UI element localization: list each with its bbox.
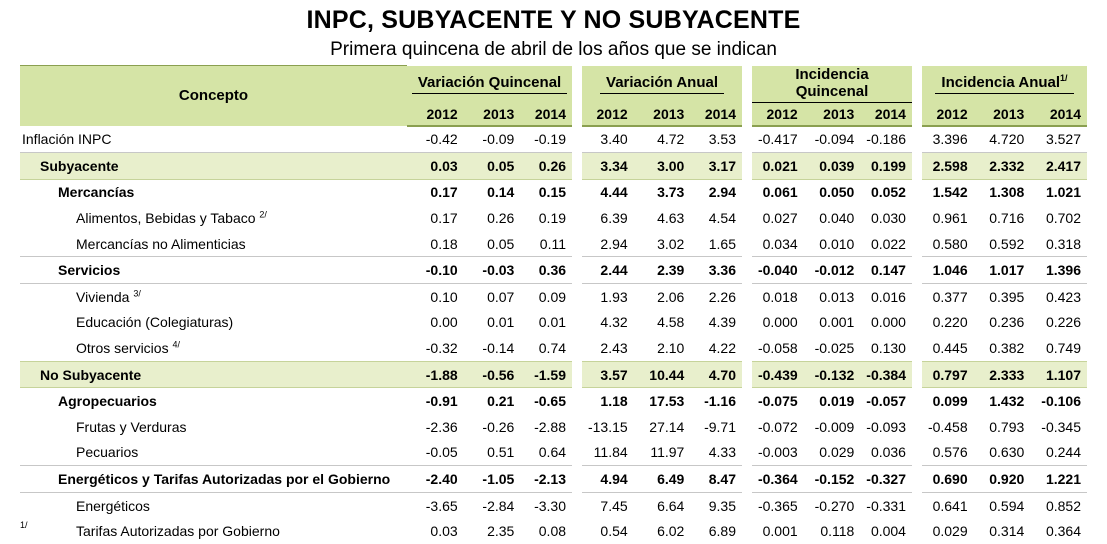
row-label — [20, 466, 407, 493]
row-label-text: Agropecuarios — [58, 393, 157, 409]
value-cell: -1.59 — [520, 361, 577, 388]
value-cell: -0.025 — [804, 335, 861, 361]
value-cell: -0.072 — [747, 414, 804, 440]
row-label — [20, 335, 407, 361]
value-cell: 4.720 — [974, 126, 1031, 153]
value-cell: 0.445 — [917, 335, 974, 361]
year-header: 2013 — [974, 103, 1031, 126]
table-row — [20, 257, 1087, 284]
row-label — [20, 231, 407, 257]
value-cell: 0.03 — [407, 518, 464, 544]
group-header-incidencia-quincenal: Incidencia Quincenal — [747, 66, 917, 103]
value-cell: 0.000 — [747, 310, 804, 336]
value-cell: -0.345 — [1030, 414, 1087, 440]
value-cell: 1.221 — [1030, 466, 1087, 493]
value-cell: 4.72 — [634, 126, 691, 153]
value-cell: 0.15 — [520, 179, 577, 205]
value-cell: 0.220 — [917, 310, 974, 336]
value-cell: 0.027 — [747, 205, 804, 231]
value-cell: 0.11 — [520, 231, 577, 257]
value-cell: -2.40 — [407, 466, 464, 493]
value-cell: 0.74 — [520, 335, 577, 361]
row-label-text: Servicios — [58, 262, 120, 278]
value-cell: 0.26 — [464, 205, 521, 231]
row-label — [20, 284, 407, 310]
value-cell: 2.35 — [464, 518, 521, 544]
value-cell: 1.65 — [690, 231, 747, 257]
row-label — [20, 126, 407, 153]
value-cell: 0.18 — [407, 231, 464, 257]
value-cell: -1.16 — [690, 388, 747, 414]
value-cell: 2.44 — [577, 257, 634, 284]
value-cell: 0.061 — [747, 179, 804, 205]
value-cell: -0.093 — [860, 414, 917, 440]
value-cell: -2.84 — [464, 492, 521, 518]
value-cell: -0.384 — [860, 361, 917, 388]
value-cell: 0.03 — [407, 153, 464, 180]
value-cell: 0.377 — [917, 284, 974, 310]
value-cell: 0.26 — [520, 153, 577, 180]
value-cell: 1.432 — [974, 388, 1031, 414]
row-label-text: Educación (Colegiaturas) — [76, 314, 233, 330]
year-header: 2014 — [520, 103, 577, 126]
year-header: 2013 — [804, 103, 861, 126]
table-row — [20, 335, 1087, 361]
page-title: INPC, SUBYACENTE Y NO SUBYACENTE — [0, 6, 1107, 35]
year-header: 2012 — [917, 103, 974, 126]
value-cell: 1.308 — [974, 179, 1031, 205]
value-cell: -0.327 — [860, 466, 917, 493]
table-row — [20, 388, 1087, 414]
value-cell: 6.39 — [577, 205, 634, 231]
value-cell: 0.793 — [974, 414, 1031, 440]
value-cell: 1.18 — [577, 388, 634, 414]
value-cell: 3.73 — [634, 179, 691, 205]
value-cell: 4.39 — [690, 310, 747, 336]
table-row — [20, 126, 1087, 153]
value-cell: -0.012 — [804, 257, 861, 284]
row-label-text: Inflación INPC — [22, 131, 111, 147]
value-cell: 0.00 — [407, 310, 464, 336]
value-cell: -0.19 — [520, 126, 577, 153]
table-row — [20, 440, 1087, 466]
value-cell: -0.094 — [804, 126, 861, 153]
value-cell: 4.44 — [577, 179, 634, 205]
table-row — [20, 361, 1087, 388]
value-cell: 0.716 — [974, 205, 1031, 231]
year-header: 2012 — [747, 103, 804, 126]
value-cell: -0.42 — [407, 126, 464, 153]
group-header-variacion-quincenal: Variación Quincenal — [407, 66, 577, 103]
value-cell: 0.030 — [860, 205, 917, 231]
value-cell: -0.65 — [520, 388, 577, 414]
footnote-ref: 3/ — [133, 288, 141, 298]
value-cell: -0.270 — [804, 492, 861, 518]
value-cell: -0.439 — [747, 361, 804, 388]
value-cell: -0.10 — [407, 257, 464, 284]
value-cell: 0.690 — [917, 466, 974, 493]
value-cell: -0.417 — [747, 126, 804, 153]
page-subtitle: Primera quincena de abril de los años que se indican — [0, 39, 1107, 61]
value-cell: 0.920 — [974, 466, 1031, 493]
value-cell: 3.396 — [917, 126, 974, 153]
value-cell: 2.06 — [634, 284, 691, 310]
value-cell: 0.17 — [407, 179, 464, 205]
value-cell: -13.15 — [577, 414, 634, 440]
value-cell: 0.19 — [520, 205, 577, 231]
year-header: 2014 — [1030, 103, 1087, 126]
value-cell: -0.058 — [747, 335, 804, 361]
row-label-text: Energéticos — [76, 498, 150, 514]
value-cell: 0.036 — [860, 440, 917, 466]
row-label-text: No Subyacente — [40, 367, 141, 383]
value-cell: 0.749 — [1030, 335, 1087, 361]
value-cell: -0.009 — [804, 414, 861, 440]
value-cell: 0.395 — [974, 284, 1031, 310]
value-cell: -0.003 — [747, 440, 804, 466]
value-cell: 11.97 — [634, 440, 691, 466]
value-cell: 4.54 — [690, 205, 747, 231]
value-cell: 0.000 — [860, 310, 917, 336]
table-row — [20, 518, 1087, 544]
row-label-text: Tarifas Autorizadas por Gobierno — [76, 523, 280, 539]
value-cell: -2.36 — [407, 414, 464, 440]
value-cell: 3.02 — [634, 231, 691, 257]
table-row — [20, 153, 1087, 180]
row-label — [20, 414, 407, 440]
value-cell: 7.45 — [577, 492, 634, 518]
value-cell: 0.382 — [974, 335, 1031, 361]
table-body — [20, 126, 1087, 544]
value-cell: 0.21 — [464, 388, 521, 414]
value-cell: 2.417 — [1030, 153, 1087, 180]
value-cell: 4.32 — [577, 310, 634, 336]
table-row — [20, 310, 1087, 336]
value-cell: 1.107 — [1030, 361, 1087, 388]
value-cell: 1.93 — [577, 284, 634, 310]
value-cell: 3.40 — [577, 126, 634, 153]
value-cell: 1.542 — [917, 179, 974, 205]
value-cell: 0.01 — [464, 310, 521, 336]
value-cell: 1.017 — [974, 257, 1031, 284]
value-cell: 0.130 — [860, 335, 917, 361]
value-cell: 0.423 — [1030, 284, 1087, 310]
value-cell: 3.57 — [577, 361, 634, 388]
value-cell: 0.004 — [860, 518, 917, 544]
value-cell: 3.53 — [690, 126, 747, 153]
row-label — [20, 205, 407, 231]
value-cell: 0.17 — [407, 205, 464, 231]
value-cell: 10.44 — [634, 361, 691, 388]
value-cell: 0.118 — [804, 518, 861, 544]
value-cell: 0.029 — [917, 518, 974, 544]
table-row — [20, 492, 1087, 518]
value-cell: 0.09 — [520, 284, 577, 310]
value-cell: 0.07 — [464, 284, 521, 310]
row-label — [20, 518, 407, 544]
value-cell: 0.08 — [520, 518, 577, 544]
value-cell: 0.36 — [520, 257, 577, 284]
value-cell: 0.05 — [464, 231, 521, 257]
value-cell: 0.019 — [804, 388, 861, 414]
value-cell: 0.54 — [577, 518, 634, 544]
value-cell: 0.318 — [1030, 231, 1087, 257]
row-label — [20, 388, 407, 414]
value-cell: 2.94 — [577, 231, 634, 257]
value-cell: -0.132 — [804, 361, 861, 388]
value-cell: 6.89 — [690, 518, 747, 544]
value-cell: 0.630 — [974, 440, 1031, 466]
inflation-table — [20, 65, 1087, 544]
row-label — [20, 179, 407, 205]
value-cell: -0.057 — [860, 388, 917, 414]
value-cell: 3.36 — [690, 257, 747, 284]
value-cell: 0.641 — [917, 492, 974, 518]
table-row — [20, 466, 1087, 493]
year-header: 2014 — [860, 103, 917, 126]
value-cell: 2.39 — [634, 257, 691, 284]
value-cell: -1.05 — [464, 466, 521, 493]
value-cell: 0.029 — [804, 440, 861, 466]
value-cell: 0.226 — [1030, 310, 1087, 336]
value-cell: 0.199 — [860, 153, 917, 180]
concept-header: Concepto — [20, 66, 407, 126]
value-cell: -0.91 — [407, 388, 464, 414]
value-cell: 27.14 — [634, 414, 691, 440]
value-cell: -2.13 — [520, 466, 577, 493]
value-cell: 3.34 — [577, 153, 634, 180]
row-label-text: Otros servicios — [76, 340, 169, 356]
value-cell: -3.65 — [407, 492, 464, 518]
row-label — [20, 440, 407, 466]
row-label — [20, 153, 407, 180]
value-cell: -0.186 — [860, 126, 917, 153]
value-cell: -0.56 — [464, 361, 521, 388]
value-cell: 0.050 — [804, 179, 861, 205]
value-cell: 0.052 — [860, 179, 917, 205]
value-cell: 6.49 — [634, 466, 691, 493]
value-cell: 11.84 — [577, 440, 634, 466]
value-cell: 8.47 — [690, 466, 747, 493]
value-cell: 4.94 — [577, 466, 634, 493]
value-cell: 0.576 — [917, 440, 974, 466]
value-cell: 0.592 — [974, 231, 1031, 257]
row-label-text: Subyacente — [40, 158, 119, 174]
value-cell: 4.58 — [634, 310, 691, 336]
row-label-text: Frutas y Verduras — [76, 419, 187, 435]
value-cell: -0.365 — [747, 492, 804, 518]
value-cell: 0.022 — [860, 231, 917, 257]
value-cell: -3.30 — [520, 492, 577, 518]
value-cell: 0.852 — [1030, 492, 1087, 518]
footnote-ref: 4/ — [172, 339, 180, 349]
value-cell: 0.034 — [747, 231, 804, 257]
value-cell: 3.17 — [690, 153, 747, 180]
value-cell: 0.147 — [860, 257, 917, 284]
row-label-text: Alimentos, Bebidas y Tabaco — [76, 210, 256, 226]
value-cell: 0.236 — [974, 310, 1031, 336]
value-cell: 1.396 — [1030, 257, 1087, 284]
value-cell: -0.26 — [464, 414, 521, 440]
value-cell: 0.14 — [464, 179, 521, 205]
value-cell: 1.046 — [917, 257, 974, 284]
value-cell: 0.702 — [1030, 205, 1087, 231]
value-cell: -0.075 — [747, 388, 804, 414]
value-cell: 0.018 — [747, 284, 804, 310]
value-cell: 2.26 — [690, 284, 747, 310]
value-cell: -0.458 — [917, 414, 974, 440]
value-cell: 3.00 — [634, 153, 691, 180]
value-cell: 4.70 — [690, 361, 747, 388]
value-cell: -1.88 — [407, 361, 464, 388]
table-row — [20, 231, 1087, 257]
value-cell: 2.43 — [577, 335, 634, 361]
value-cell: 0.64 — [520, 440, 577, 466]
value-cell: -0.364 — [747, 466, 804, 493]
value-cell: 3.527 — [1030, 126, 1087, 153]
value-cell: 0.01 — [520, 310, 577, 336]
value-cell: 0.010 — [804, 231, 861, 257]
value-cell: 0.013 — [804, 284, 861, 310]
value-cell: 0.016 — [860, 284, 917, 310]
group-header-incidencia-anual: Incidencia Anual$^{1/}$ — [917, 66, 1087, 103]
value-cell: 4.33 — [690, 440, 747, 466]
value-cell: -0.09 — [464, 126, 521, 153]
table-row — [20, 205, 1087, 231]
value-cell: -0.106 — [1030, 388, 1087, 414]
value-cell: 0.10 — [407, 284, 464, 310]
value-cell: 0.099 — [917, 388, 974, 414]
value-cell: -0.040 — [747, 257, 804, 284]
value-cell: 0.797 — [917, 361, 974, 388]
value-cell: 2.332 — [974, 153, 1031, 180]
row-label — [20, 257, 407, 284]
value-cell: 2.333 — [974, 361, 1031, 388]
group-header-variacion-anual: Variación Anual — [577, 66, 747, 103]
value-cell: 0.001 — [747, 518, 804, 544]
value-cell: -2.88 — [520, 414, 577, 440]
value-cell: 0.021 — [747, 153, 804, 180]
value-cell: -9.71 — [690, 414, 747, 440]
value-cell: 0.961 — [917, 205, 974, 231]
value-cell: -0.14 — [464, 335, 521, 361]
value-cell: -0.05 — [407, 440, 464, 466]
value-cell: 0.580 — [917, 231, 974, 257]
row-label-text: Energéticos y Tarifas Autorizadas por el Gobierno — [58, 471, 390, 487]
value-cell: 0.51 — [464, 440, 521, 466]
value-cell: -0.152 — [804, 466, 861, 493]
row-label-text: Mercancías — [58, 184, 134, 200]
value-cell: 2.10 — [634, 335, 691, 361]
value-cell: 1.021 — [1030, 179, 1087, 205]
year-header: 2012 — [577, 103, 634, 126]
footnote-ref: 2/ — [259, 209, 267, 219]
table-row — [20, 414, 1087, 440]
value-cell: 0.05 — [464, 153, 521, 180]
table-row — [20, 179, 1087, 205]
value-cell: 6.64 — [634, 492, 691, 518]
row-label — [20, 361, 407, 388]
value-cell: 2.94 — [690, 179, 747, 205]
year-header: 2012 — [407, 103, 464, 126]
value-cell: 0.040 — [804, 205, 861, 231]
year-header: 2013 — [464, 103, 521, 126]
row-label — [20, 310, 407, 336]
value-cell: 0.594 — [974, 492, 1031, 518]
value-cell: -0.331 — [860, 492, 917, 518]
year-header: 2014 — [690, 103, 747, 126]
value-cell: 4.63 — [634, 205, 691, 231]
row-label — [20, 492, 407, 518]
value-cell: 9.35 — [690, 492, 747, 518]
value-cell: 0.001 — [804, 310, 861, 336]
value-cell: 17.53 — [634, 388, 691, 414]
row-label-text: Vivienda — [76, 289, 129, 305]
footnote-marker: 1/ — [20, 520, 28, 530]
year-header: 2013 — [634, 103, 691, 126]
value-cell: 0.364 — [1030, 518, 1087, 544]
table-row — [20, 284, 1087, 310]
row-label-text: Mercancías no Alimenticias — [76, 236, 246, 252]
value-cell: 0.039 — [804, 153, 861, 180]
value-cell: 2.598 — [917, 153, 974, 180]
value-cell: 4.22 — [690, 335, 747, 361]
group-header-row — [20, 66, 1087, 103]
footnote-ref: 1/ — [1060, 73, 1068, 83]
value-cell: 6.02 — [634, 518, 691, 544]
row-label-text: Pecuarios — [76, 444, 138, 460]
value-cell: -0.03 — [464, 257, 521, 284]
value-cell: -0.32 — [407, 335, 464, 361]
value-cell: 0.314 — [974, 518, 1031, 544]
value-cell: 0.244 — [1030, 440, 1087, 466]
